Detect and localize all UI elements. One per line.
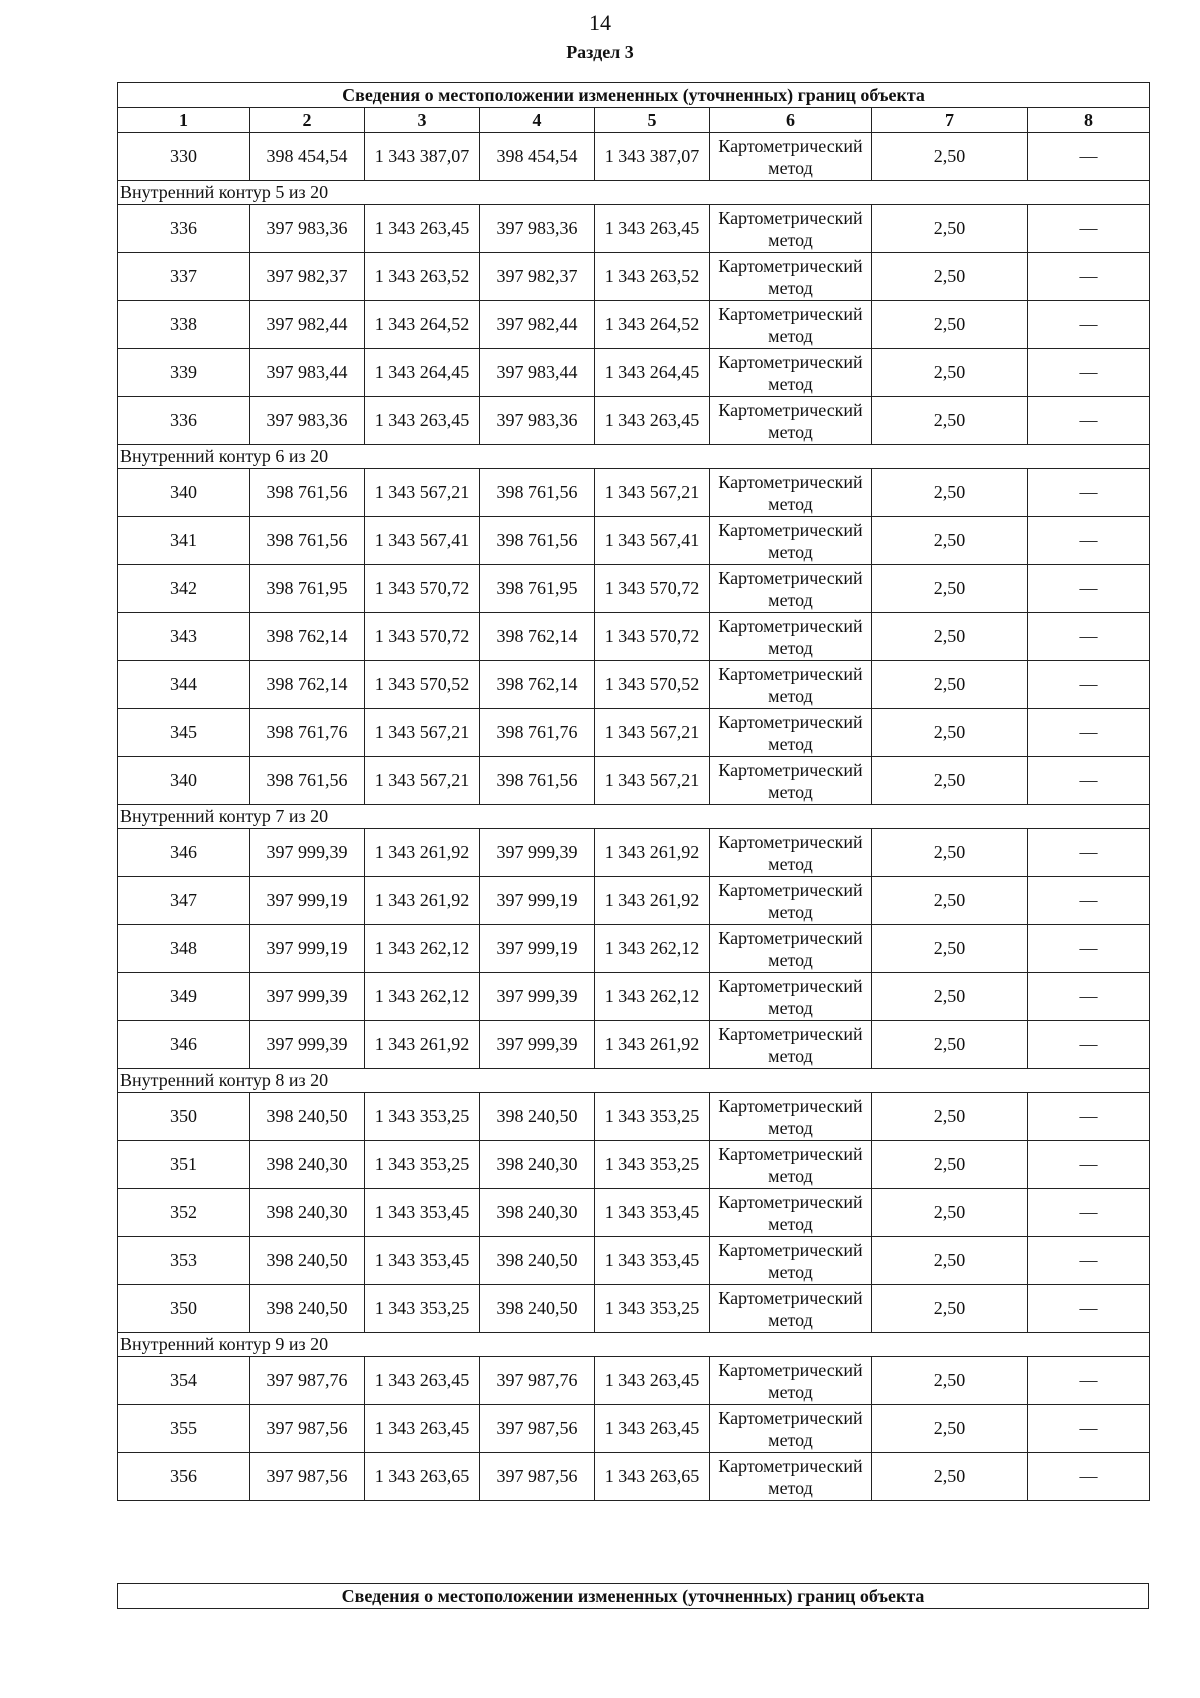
y-old-cell: 1 343 261,92 [365,829,480,877]
method-cell: Картометрический метод [710,1021,872,1069]
description-cell: — [1028,661,1150,709]
description-cell: — [1028,301,1150,349]
x-new-cell: 398 762,14 [480,613,595,661]
description-cell: — [1028,1285,1150,1333]
accuracy-cell: 2,50 [872,1141,1028,1189]
y-old-cell: 1 343 261,92 [365,1021,480,1069]
x-new-cell: 398 761,56 [480,469,595,517]
point-number-cell: 344 [118,661,250,709]
accuracy-cell: 2,50 [872,397,1028,445]
x-new-cell: 398 761,56 [480,517,595,565]
x-old-cell: 397 983,36 [250,205,365,253]
x-old-cell: 398 240,50 [250,1285,365,1333]
description-cell: — [1028,1237,1150,1285]
section-title: Раздел 3 [566,42,634,62]
x-new-cell: 397 999,19 [480,925,595,973]
y-old-cell: 1 343 261,92 [365,877,480,925]
table-row [118,709,1150,757]
x-old-cell: 397 983,36 [250,397,365,445]
accuracy-cell: 2,50 [872,1357,1028,1405]
x-old-cell: 397 987,56 [250,1453,365,1501]
point-number-cell: 350 [118,1285,250,1333]
description-cell: — [1028,709,1150,757]
description-cell: — [1028,973,1150,1021]
accuracy-cell: 2,50 [872,517,1028,565]
x-new-cell: 397 999,39 [480,973,595,1021]
method-cell: Картометрический метод [710,925,872,973]
accuracy-cell: 2,50 [872,1093,1028,1141]
x-old-cell: 397 982,44 [250,301,365,349]
contour-label: Внутренний контур 7 из 20 [118,805,1150,829]
y-old-cell: 1 343 570,72 [365,613,480,661]
method-cell: Картометрический метод [710,877,872,925]
x-old-cell: 398 762,14 [250,661,365,709]
method-cell: Картометрический метод [710,661,872,709]
table-row [118,1285,1150,1333]
description-cell: — [1028,1357,1150,1405]
y-new-cell: 1 343 570,72 [595,565,710,613]
y-old-cell: 1 343 263,45 [365,205,480,253]
y-new-cell: 1 343 263,65 [595,1453,710,1501]
method-cell: Картометрический метод [710,1189,872,1237]
contour-label: Внутренний контур 9 из 20 [118,1333,1150,1357]
boundary-table [117,82,1150,1501]
x-old-cell: 397 987,76 [250,1357,365,1405]
table-row [118,517,1150,565]
point-number-cell: 348 [118,925,250,973]
description-cell: — [1028,1141,1150,1189]
description-cell: — [1028,469,1150,517]
y-new-cell: 1 343 263,45 [595,1357,710,1405]
y-old-cell: 1 343 263,45 [365,1405,480,1453]
x-new-cell: 398 240,50 [480,1285,595,1333]
y-new-cell: 1 343 353,45 [595,1237,710,1285]
point-number-cell: 340 [118,757,250,805]
x-new-cell: 398 761,56 [480,757,595,805]
y-new-cell: 1 343 264,52 [595,301,710,349]
x-old-cell: 397 999,19 [250,877,365,925]
method-cell: Картометрический метод [710,1237,872,1285]
description-cell: — [1028,1093,1150,1141]
point-number-cell: 339 [118,349,250,397]
method-cell: Картометрический метод [710,1285,872,1333]
x-old-cell: 398 240,30 [250,1189,365,1237]
description-cell: — [1028,397,1150,445]
table-title-row [118,1584,1149,1609]
x-new-cell: 397 999,39 [480,829,595,877]
table-row [118,925,1150,973]
table-row [118,1189,1150,1237]
description-cell: — [1028,205,1150,253]
x-old-cell: 397 987,56 [250,1405,365,1453]
y-new-cell: 1 343 263,45 [595,205,710,253]
y-new-cell: 1 343 263,45 [595,1405,710,1453]
description-cell: — [1028,1405,1150,1453]
y-old-cell: 1 343 353,45 [365,1189,480,1237]
y-new-cell: 1 343 261,92 [595,829,710,877]
y-old-cell: 1 343 264,45 [365,349,480,397]
point-number-cell: 343 [118,613,250,661]
y-new-cell: 1 343 262,12 [595,973,710,1021]
description-cell: — [1028,877,1150,925]
column-number: 4 [480,108,595,133]
accuracy-cell: 2,50 [872,661,1028,709]
table-row [118,757,1150,805]
y-old-cell: 1 343 353,45 [365,1237,480,1285]
contour-row [118,1333,1150,1357]
accuracy-cell: 2,50 [872,1021,1028,1069]
y-old-cell: 1 343 353,25 [365,1285,480,1333]
method-cell: Картометрический метод [710,253,872,301]
accuracy-cell: 2,50 [872,829,1028,877]
table-row [118,1357,1150,1405]
description-cell: — [1028,829,1150,877]
x-old-cell: 398 761,56 [250,517,365,565]
x-old-cell: 397 999,39 [250,973,365,1021]
point-number-cell: 341 [118,517,250,565]
x-new-cell: 397 983,44 [480,349,595,397]
column-number: 7 [872,108,1028,133]
y-old-cell: 1 343 353,25 [365,1141,480,1189]
y-old-cell: 1 343 264,52 [365,301,480,349]
x-old-cell: 397 999,39 [250,829,365,877]
method-cell: Картометрический метод [710,397,872,445]
table-row [118,205,1150,253]
x-old-cell: 398 762,14 [250,613,365,661]
x-new-cell: 398 761,76 [480,709,595,757]
description-cell: — [1028,613,1150,661]
description-cell: — [1028,565,1150,613]
x-new-cell: 398 240,30 [480,1141,595,1189]
method-cell: Картометрический метод [710,829,872,877]
column-number: 2 [250,108,365,133]
x-new-cell: 397 983,36 [480,397,595,445]
method-cell: Картометрический метод [710,205,872,253]
contour-label: Внутренний контур 6 из 20 [118,445,1150,469]
description-cell: — [1028,925,1150,973]
y-old-cell: 1 343 567,21 [365,709,480,757]
y-new-cell: 1 343 353,25 [595,1141,710,1189]
x-new-cell: 397 987,56 [480,1453,595,1501]
method-cell: Картометрический метод [710,469,872,517]
accuracy-cell: 2,50 [872,253,1028,301]
x-new-cell: 397 983,36 [480,205,595,253]
point-number-cell: 346 [118,1021,250,1069]
page-number: 14 [589,10,611,35]
table-row [118,253,1150,301]
table-title-row [118,83,1150,108]
y-old-cell: 1 343 567,21 [365,757,480,805]
x-old-cell: 397 999,39 [250,1021,365,1069]
accuracy-cell: 2,50 [872,1453,1028,1501]
description-cell: — [1028,1021,1150,1069]
accuracy-cell: 2,50 [872,877,1028,925]
table-row [118,1405,1150,1453]
table-row [118,565,1150,613]
x-new-cell: 398 240,30 [480,1189,595,1237]
point-number-cell: 351 [118,1141,250,1189]
accuracy-cell: 2,50 [872,469,1028,517]
contour-row [118,1069,1150,1093]
x-old-cell: 398 761,76 [250,709,365,757]
y-new-cell: 1 343 263,52 [595,253,710,301]
column-number: 5 [595,108,710,133]
x-old-cell: 398 240,50 [250,1093,365,1141]
contour-label: Внутренний контур 8 из 20 [118,1069,1150,1093]
description-cell: — [1028,1189,1150,1237]
x-new-cell: 397 999,19 [480,877,595,925]
y-old-cell: 1 343 262,12 [365,925,480,973]
accuracy-cell: 2,50 [872,757,1028,805]
point-number-cell: 350 [118,1093,250,1141]
y-new-cell: 1 343 262,12 [595,925,710,973]
table-row [118,1453,1150,1501]
accuracy-cell: 2,50 [872,301,1028,349]
description-cell: — [1028,1453,1150,1501]
y-new-cell: 1 343 570,52 [595,661,710,709]
method-cell: Картометрический метод [710,1405,872,1453]
point-number-cell: 337 [118,253,250,301]
point-number-cell: 353 [118,1237,250,1285]
method-cell: Картометрический метод [710,757,872,805]
accuracy-cell: 2,50 [872,1237,1028,1285]
x-old-cell: 398 761,95 [250,565,365,613]
y-old-cell: 1 343 263,52 [365,253,480,301]
x-old-cell: 397 982,37 [250,253,365,301]
x-old-cell: 397 999,19 [250,925,365,973]
table-row [118,1021,1150,1069]
y-new-cell: 1 343 264,45 [595,349,710,397]
y-new-cell: 1 343 570,72 [595,613,710,661]
y-old-cell: 1 343 387,07 [365,133,480,181]
x-old-cell: 398 240,30 [250,1141,365,1189]
x-new-cell: 397 987,76 [480,1357,595,1405]
accuracy-cell: 2,50 [872,133,1028,181]
point-number-cell: 356 [118,1453,250,1501]
table-title: Сведения о местоположении измененных (уточненных) границ объекта [118,83,1150,108]
y-old-cell: 1 343 570,52 [365,661,480,709]
description-cell: — [1028,757,1150,805]
accuracy-cell: 2,50 [872,709,1028,757]
method-cell: Картометрический метод [710,709,872,757]
y-old-cell: 1 343 567,41 [365,517,480,565]
table-row [118,973,1150,1021]
y-new-cell: 1 343 353,25 [595,1285,710,1333]
x-new-cell: 398 454,54 [480,133,595,181]
y-old-cell: 1 343 567,21 [365,469,480,517]
column-number: 3 [365,108,480,133]
y-old-cell: 1 343 353,25 [365,1093,480,1141]
table-row [118,877,1150,925]
point-number-cell: 336 [118,397,250,445]
accuracy-cell: 2,50 [872,565,1028,613]
point-number-cell: 345 [118,709,250,757]
point-number-cell: 355 [118,1405,250,1453]
y-new-cell: 1 343 353,25 [595,1093,710,1141]
accuracy-cell: 2,50 [872,1405,1028,1453]
method-cell: Картометрический метод [710,349,872,397]
y-new-cell: 1 343 261,92 [595,1021,710,1069]
x-old-cell: 398 761,56 [250,469,365,517]
accuracy-cell: 2,50 [872,973,1028,1021]
y-new-cell: 1 343 567,21 [595,757,710,805]
x-new-cell: 397 987,56 [480,1405,595,1453]
y-old-cell: 1 343 262,12 [365,973,480,1021]
x-old-cell: 398 240,50 [250,1237,365,1285]
contour-label: Внутренний контур 5 из 20 [118,181,1150,205]
y-new-cell: 1 343 567,21 [595,469,710,517]
point-number-cell: 330 [118,133,250,181]
column-number: 6 [710,108,872,133]
accuracy-cell: 2,50 [872,613,1028,661]
point-number-cell: 349 [118,973,250,1021]
method-cell: Картометрический метод [710,517,872,565]
table-title: Сведения о местоположении измененных (уточненных) границ объекта [118,1584,1149,1609]
description-cell: — [1028,349,1150,397]
method-cell: Картометрический метод [710,133,872,181]
accuracy-cell: 2,50 [872,349,1028,397]
method-cell: Картометрический метод [710,565,872,613]
table-row [118,829,1150,877]
x-new-cell: 397 982,44 [480,301,595,349]
method-cell: Картометрический метод [710,301,872,349]
contour-row [118,181,1150,205]
accuracy-cell: 2,50 [872,205,1028,253]
accuracy-cell: 2,50 [872,925,1028,973]
table-row [118,613,1150,661]
x-new-cell: 397 999,39 [480,1021,595,1069]
y-old-cell: 1 343 263,45 [365,397,480,445]
y-new-cell: 1 343 387,07 [595,133,710,181]
table-row [118,349,1150,397]
description-cell: — [1028,253,1150,301]
x-new-cell: 397 982,37 [480,253,595,301]
point-number-cell: 342 [118,565,250,613]
method-cell: Картометрический метод [710,1093,872,1141]
method-cell: Картометрический метод [710,973,872,1021]
point-number-cell: 338 [118,301,250,349]
table-row [118,397,1150,445]
y-new-cell: 1 343 567,41 [595,517,710,565]
x-old-cell: 397 983,44 [250,349,365,397]
description-cell: — [1028,517,1150,565]
x-new-cell: 398 762,14 [480,661,595,709]
table-row [118,1237,1150,1285]
y-new-cell: 1 343 353,45 [595,1189,710,1237]
method-cell: Картометрический метод [710,1357,872,1405]
point-number-cell: 336 [118,205,250,253]
accuracy-cell: 2,50 [872,1189,1028,1237]
contour-row [118,445,1150,469]
method-cell: Картометрический метод [710,1141,872,1189]
accuracy-cell: 2,50 [872,1285,1028,1333]
point-number-cell: 346 [118,829,250,877]
contour-row [118,805,1150,829]
table-row [118,469,1150,517]
table-row [118,1093,1150,1141]
table-row [118,661,1150,709]
y-old-cell: 1 343 263,65 [365,1453,480,1501]
column-number-row [118,108,1150,133]
table-row [118,1141,1150,1189]
point-number-cell: 340 [118,469,250,517]
method-cell: Картометрический метод [710,613,872,661]
y-new-cell: 1 343 263,45 [595,397,710,445]
next-table-header [117,1583,1149,1609]
column-number: 8 [1028,108,1150,133]
point-number-cell: 347 [118,877,250,925]
y-new-cell: 1 343 261,92 [595,877,710,925]
x-old-cell: 398 454,54 [250,133,365,181]
point-number-cell: 352 [118,1189,250,1237]
x-old-cell: 398 761,56 [250,757,365,805]
x-new-cell: 398 761,95 [480,565,595,613]
table-row [118,301,1150,349]
x-new-cell: 398 240,50 [480,1093,595,1141]
column-number: 1 [118,108,250,133]
description-cell: — [1028,133,1150,181]
table-row [118,133,1150,181]
y-old-cell: 1 343 263,45 [365,1357,480,1405]
y-old-cell: 1 343 570,72 [365,565,480,613]
x-new-cell: 398 240,50 [480,1237,595,1285]
y-new-cell: 1 343 567,21 [595,709,710,757]
point-number-cell: 354 [118,1357,250,1405]
method-cell: Картометрический метод [710,1453,872,1501]
